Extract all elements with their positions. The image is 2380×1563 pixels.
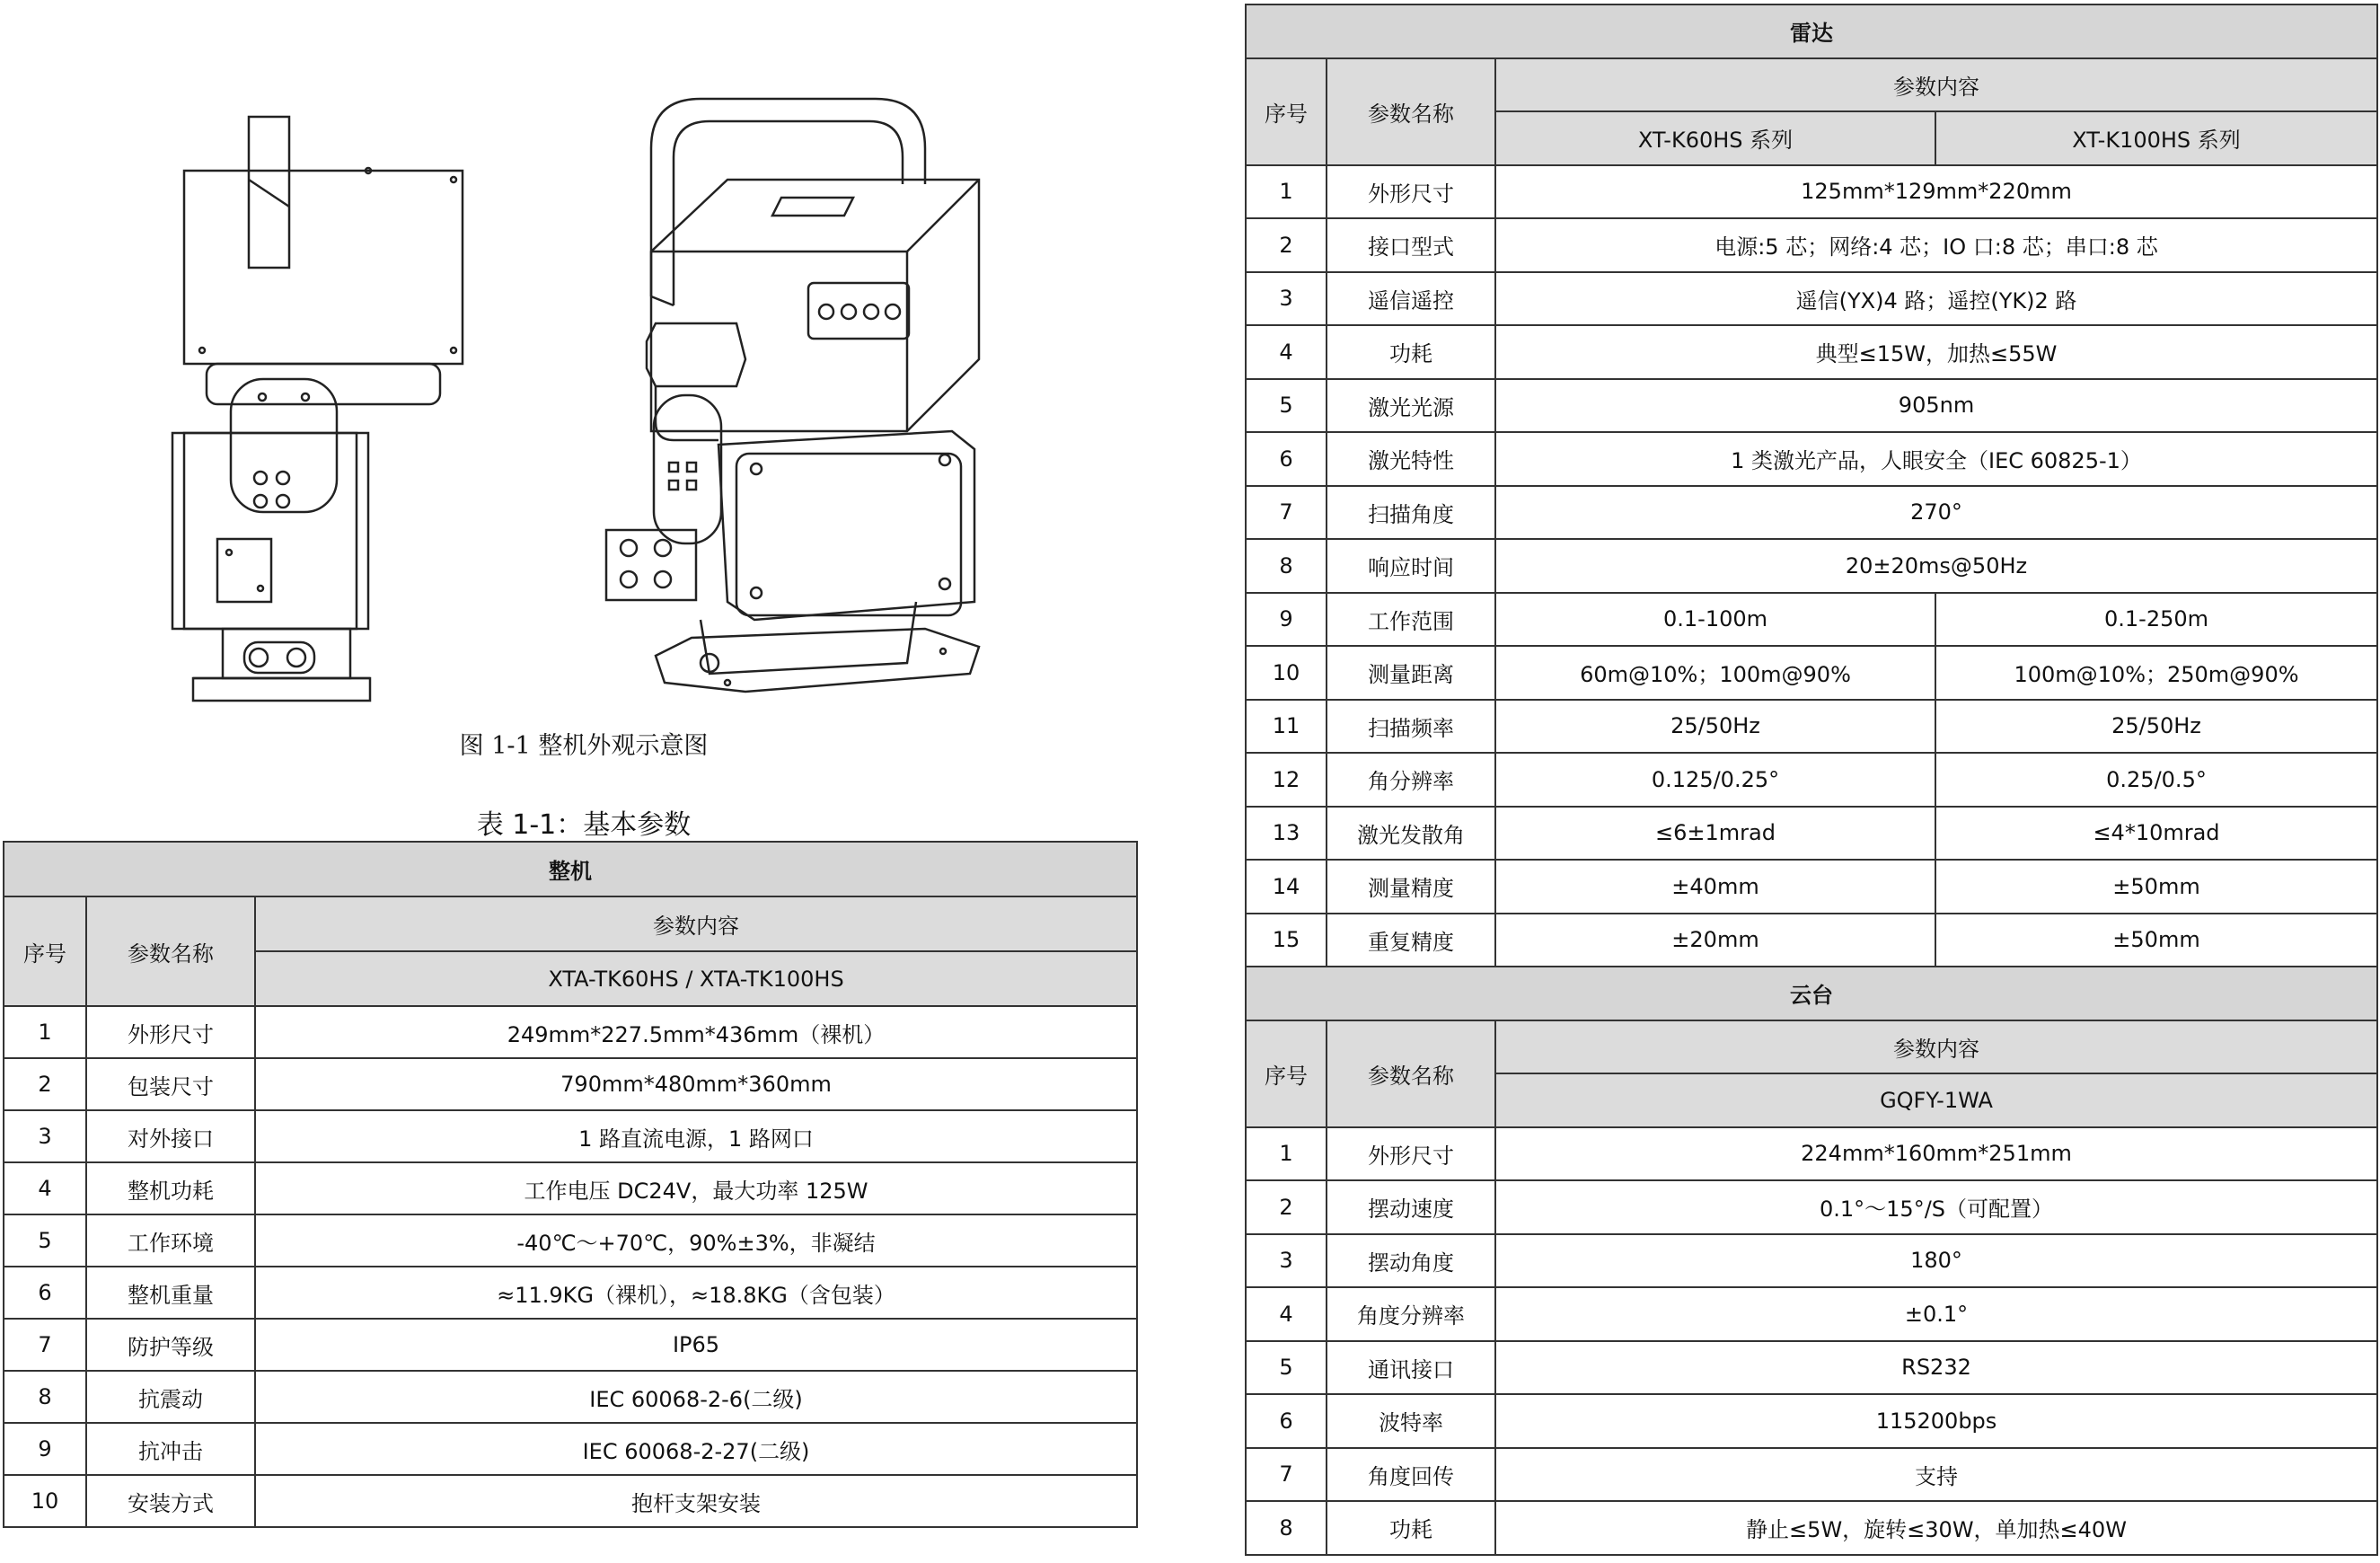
figure-caption: 图 1-1 整机外观示意图: [459, 732, 709, 760]
row-no: 10: [1246, 646, 1327, 700]
table-row: [1246, 1341, 2377, 1395]
row-value: 电源:5 芯；网络:4 芯；IO 口:8 芯；串口:8 芯: [1495, 218, 2377, 272]
table-row: [1246, 1501, 2377, 1555]
row-name: 抗震动: [86, 1371, 255, 1423]
row-value-k60: 25/50Hz: [1495, 700, 1935, 754]
row-no: 15: [1246, 914, 1327, 967]
row-name: 扫描角度: [1327, 486, 1495, 540]
row-no: 2: [4, 1058, 86, 1110]
row-no: 2: [1246, 218, 1327, 272]
table-row: [1246, 1448, 2377, 1502]
row-value: 270°: [1495, 486, 2377, 540]
isometric-view-drawing: [606, 99, 979, 692]
row-no: 4: [4, 1162, 86, 1214]
row-no: 8: [1246, 1501, 1327, 1555]
table-row: [4, 1475, 1137, 1527]
table-row: [1246, 914, 2377, 967]
table-row: [1246, 860, 2377, 914]
row-no: 8: [4, 1371, 86, 1423]
row-value: 1 类激光产品，人眼安全（IEC 60825-1）: [1495, 432, 2377, 486]
row-no: 5: [4, 1214, 86, 1267]
radar-section-title: 雷达: [1246, 4, 2377, 58]
row-no: 7: [1246, 486, 1327, 540]
row-value: 遥信(YX)4 路；遥控(YK)2 路: [1495, 272, 2377, 326]
row-name: 工作环境: [86, 1214, 255, 1267]
row-name: 工作范围: [1327, 593, 1495, 647]
row-no: 3: [4, 1110, 86, 1162]
front-view-drawing: [172, 117, 463, 701]
table-row: [1246, 1287, 2377, 1341]
row-name: 激光发散角: [1327, 807, 1495, 861]
table-caption: 表 1-1：基本参数: [476, 809, 692, 841]
row-value: 抱杆支架安装: [255, 1475, 1137, 1527]
table-row: [1246, 325, 2377, 379]
row-value: ±0.1°: [1495, 1287, 2377, 1341]
row-value: 支持: [1495, 1448, 2377, 1502]
row-value-k100: ≤4*10mrad: [1935, 807, 2377, 861]
row-value: IP65: [255, 1319, 1137, 1371]
row-name: 测量距离: [1327, 646, 1495, 700]
table-row: [1246, 539, 2377, 593]
table-row: [1246, 753, 2377, 807]
row-no: 1: [1246, 165, 1327, 219]
row-name: 响应时间: [1327, 539, 1495, 593]
table-row: [1246, 807, 2377, 861]
row-name: 测量精度: [1327, 860, 1495, 914]
row-no: 2: [1246, 1180, 1327, 1234]
row-name: 激光特性: [1327, 432, 1495, 486]
column-header-content: 参数内容: [1495, 1020, 2377, 1074]
table-row: [4, 1319, 1137, 1371]
row-name: 激光光源: [1327, 379, 1495, 433]
column-header-name: 参数名称: [1327, 58, 1495, 165]
row-name: 整机重量: [86, 1267, 255, 1319]
row-value: 224mm*160mm*251mm: [1495, 1127, 2377, 1181]
ptz-section-title: 云台: [1246, 967, 2377, 1020]
row-name: 遥信遥控: [1327, 272, 1495, 326]
row-no: 5: [1246, 1341, 1327, 1395]
row-value-k100: 0.1-250m: [1935, 593, 2377, 647]
row-value: 180°: [1495, 1234, 2377, 1288]
table-row: [1246, 700, 2377, 754]
row-name: 包装尺寸: [86, 1058, 255, 1110]
row-value-k60: ±40mm: [1495, 860, 1935, 914]
row-no: 1: [1246, 1127, 1327, 1181]
row-value-k60: ±20mm: [1495, 914, 1935, 967]
table-row: [4, 1371, 1137, 1423]
row-no: 7: [4, 1319, 86, 1371]
table-row: [1246, 486, 2377, 540]
row-value: IEC 60068-2-6(二级): [255, 1371, 1137, 1423]
row-name: 重复精度: [1327, 914, 1495, 967]
table-row: [1246, 1180, 2377, 1234]
column-header-content: 参数内容: [1495, 58, 2377, 112]
row-value: 125mm*129mm*220mm: [1495, 165, 2377, 219]
table-row: [1246, 272, 2377, 326]
row-no: 12: [1246, 753, 1327, 807]
row-name: 角度分辨率: [1327, 1287, 1495, 1341]
row-name: 外形尺寸: [86, 1006, 255, 1058]
row-no: 9: [4, 1423, 86, 1475]
row-value: 典型≤15W，加热≤55W: [1495, 325, 2377, 379]
table-row: [1246, 593, 2377, 647]
row-name: 安装方式: [86, 1475, 255, 1527]
row-no: 6: [4, 1267, 86, 1319]
table-row: [1246, 379, 2377, 433]
table-row: [1246, 1394, 2377, 1448]
row-name: 角分辨率: [1327, 753, 1495, 807]
row-value-k100: 0.25/0.5°: [1935, 753, 2377, 807]
row-name: 摆动角度: [1327, 1234, 1495, 1288]
row-value: 115200bps: [1495, 1394, 2377, 1448]
model-header: GQFY-1WA: [1495, 1073, 2377, 1127]
table-row: [1246, 218, 2377, 272]
row-value-k100: ±50mm: [1935, 860, 2377, 914]
row-value-k60: 0.1-100m: [1495, 593, 1935, 647]
row-value: 1 路直流电源，1 路网口: [255, 1110, 1137, 1162]
row-no: 6: [1246, 432, 1327, 486]
table-row: [1246, 1127, 2377, 1181]
row-no: 8: [1246, 539, 1327, 593]
section-title: 整机: [4, 842, 1137, 896]
basic-parameters-table: [3, 841, 1138, 1528]
table-row: [4, 1267, 1137, 1319]
row-name: 功耗: [1327, 325, 1495, 379]
row-value: 249mm*227.5mm*436mm（裸机）: [255, 1006, 1137, 1058]
table-row: [4, 1058, 1137, 1110]
row-name: 抗冲击: [86, 1423, 255, 1475]
radar-ptz-parameters-table: [1245, 4, 2378, 1556]
row-value: ≈11.9KG（裸机），≈18.8KG（含包装）: [255, 1267, 1137, 1319]
row-no: 4: [1246, 1287, 1327, 1341]
row-value: 905nm: [1495, 379, 2377, 433]
row-value: 静止≤5W，旋转≤30W，单加热≤40W: [1495, 1501, 2377, 1555]
row-name: 通讯接口: [1327, 1341, 1495, 1395]
row-value-k100: 25/50Hz: [1935, 700, 2377, 754]
table-row: [4, 1214, 1137, 1267]
row-no: 7: [1246, 1448, 1327, 1502]
row-name: 摆动速度: [1327, 1180, 1495, 1234]
device-appearance-figure: [117, 63, 1069, 710]
table-row: [4, 1110, 1137, 1162]
column-header-no: 序号: [1246, 58, 1327, 165]
row-name: 功耗: [1327, 1501, 1495, 1555]
row-name: 波特率: [1327, 1394, 1495, 1448]
row-value: 工作电压 DC24V，最大功率 125W: [255, 1162, 1137, 1214]
row-name: 外形尺寸: [1327, 165, 1495, 219]
row-value-k60: 0.125/0.25°: [1495, 753, 1935, 807]
row-name: 整机功耗: [86, 1162, 255, 1214]
row-value: RS232: [1495, 1341, 2377, 1395]
row-no: 5: [1246, 379, 1327, 433]
table-row: [1246, 1234, 2377, 1288]
row-value-k100: 100m@10%；250m@90%: [1935, 646, 2377, 700]
row-name: 扫描频率: [1327, 700, 1495, 754]
model-header: XTA-TK60HS / XTA-TK100HS: [255, 951, 1137, 1006]
row-no: 11: [1246, 700, 1327, 754]
row-value: 0.1°～15°/S（可配置）: [1495, 1180, 2377, 1234]
row-name: 接口型式: [1327, 218, 1495, 272]
column-header-name: 参数名称: [1327, 1020, 1495, 1127]
row-value: 20±20ms@50Hz: [1495, 539, 2377, 593]
row-name: 角度回传: [1327, 1448, 1495, 1502]
model-header-k60: XT-K60HS 系列: [1495, 111, 1935, 165]
row-value: -40℃～+70℃，90%±3%，非凝结: [255, 1214, 1137, 1267]
row-no: 4: [1246, 325, 1327, 379]
table-row: [4, 1162, 1137, 1214]
row-no: 13: [1246, 807, 1327, 861]
row-value-k60: ≤6±1mrad: [1495, 807, 1935, 861]
model-header-k100: XT-K100HS 系列: [1935, 111, 2377, 165]
row-value: 790mm*480mm*360mm: [255, 1058, 1137, 1110]
row-no: 6: [1246, 1394, 1327, 1448]
row-no: 9: [1246, 593, 1327, 647]
column-header-content: 参数内容: [255, 896, 1137, 951]
row-no: 14: [1246, 860, 1327, 914]
column-header-no: 序号: [1246, 1020, 1327, 1127]
row-no: 3: [1246, 272, 1327, 326]
table-row: [4, 1006, 1137, 1058]
row-value-k100: ±50mm: [1935, 914, 2377, 967]
row-name: 防护等级: [86, 1319, 255, 1371]
row-name: 对外接口: [86, 1110, 255, 1162]
row-no: 10: [4, 1475, 86, 1527]
column-header-name: 参数名称: [86, 896, 255, 1006]
row-no: 1: [4, 1006, 86, 1058]
table-row: [4, 1423, 1137, 1475]
row-name: 外形尺寸: [1327, 1127, 1495, 1181]
row-value: IEC 60068-2-27(二级): [255, 1423, 1137, 1475]
table-row: [1246, 165, 2377, 219]
column-header-no: 序号: [4, 896, 86, 1006]
table-row: [1246, 646, 2377, 700]
row-value-k60: 60m@10%；100m@90%: [1495, 646, 1935, 700]
table-row: [1246, 432, 2377, 486]
row-no: 3: [1246, 1234, 1327, 1288]
